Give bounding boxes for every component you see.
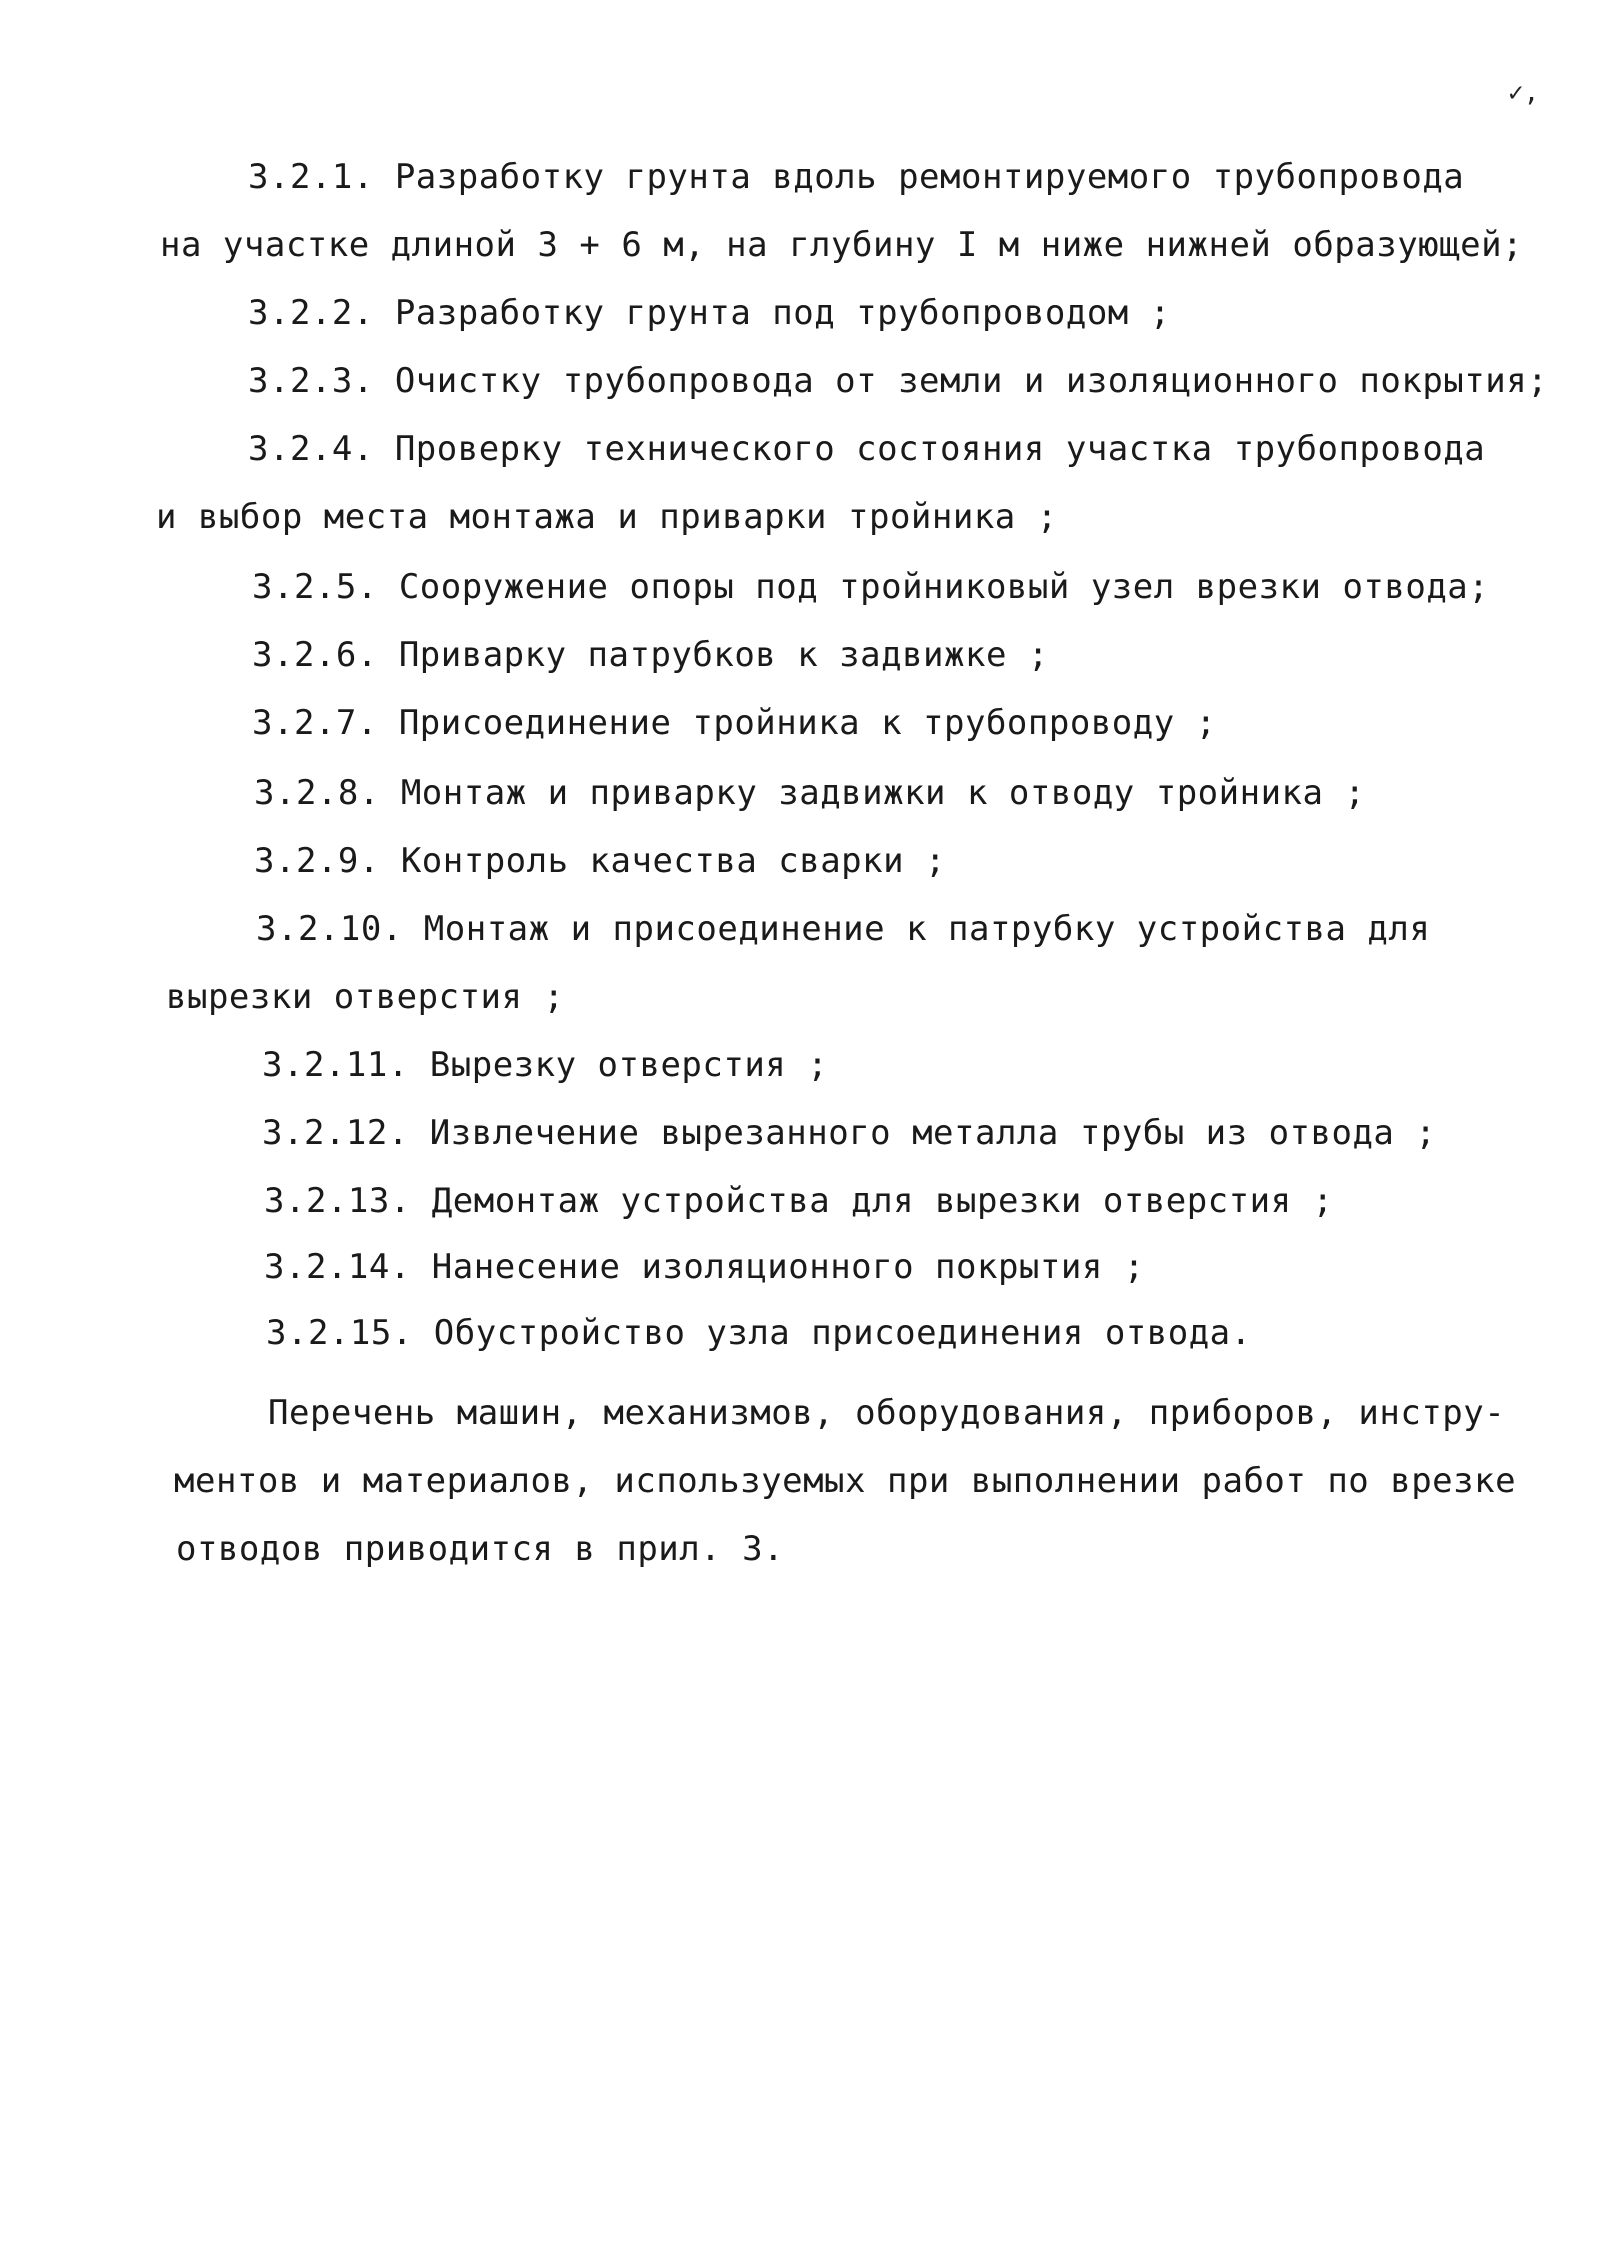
closing-paragraph-line-1: Перечень машин, механизмов, оборудования, приборов, инстру-	[268, 1393, 1506, 1433]
item-text: Демонтаж устройства для вырезки отверстия ;	[431, 1181, 1334, 1221]
item-3-2-8	[254, 773, 1366, 813]
item-3-2-10-line-2: вырезки отверстия ;	[166, 977, 565, 1017]
item-3-2-11	[262, 1045, 829, 1085]
item-3-2-1-line-1	[248, 157, 1465, 197]
item-3-2-14	[264, 1247, 1145, 1287]
item-text: Сооружение опоры под тройниковый узел врезки отвода;	[398, 567, 1490, 607]
item-text: Приварку патрубков к задвижке ;	[398, 635, 1049, 675]
item-3-2-13	[264, 1181, 1334, 1221]
closing-paragraph-line-3: отводов приводится в прил. 3.	[176, 1529, 785, 1569]
item-3-2-7	[252, 703, 1217, 743]
item-3-2-15	[266, 1313, 1252, 1353]
item-number: 3.2.9.	[254, 841, 380, 881]
item-number: 3.2.4.	[248, 429, 374, 469]
item-text: Проверку технического состояния участка трубопровода	[394, 429, 1486, 469]
item-3-2-4-line-1	[248, 429, 1486, 469]
item-number: 3.2.15.	[266, 1313, 413, 1353]
item-text: Вырезку отверстия ;	[429, 1045, 829, 1085]
item-text: Разработку грунта под трубопроводом ;	[394, 293, 1171, 333]
item-number: 3.2.11.	[262, 1045, 409, 1085]
item-number: 3.2.6.	[252, 635, 378, 675]
item-3-2-1-line-2: на участке длиной 3 + 6 м, на глубину I м ниже нижней образующей;	[160, 225, 1524, 265]
page-mark: ✓,	[1508, 78, 1540, 108]
item-3-2-10-line-1	[256, 909, 1431, 949]
item-number: 3.2.13.	[264, 1181, 411, 1221]
item-text: Извлечение вырезанного металла трубы из отвода ;	[429, 1113, 1437, 1153]
item-text: Нанесение изоляционного покрытия ;	[431, 1247, 1145, 1287]
item-3-2-5	[252, 567, 1490, 607]
item-3-2-6	[252, 635, 1049, 675]
closing-paragraph-line-2: ментов и материалов, используемых при выполнении работ по врезке	[174, 1461, 1517, 1501]
item-text: Контроль качества сварки ;	[400, 841, 947, 881]
item-number: 3.2.5.	[252, 567, 378, 607]
item-3-2-12	[262, 1113, 1437, 1153]
item-number: 3.2.3.	[248, 361, 374, 401]
item-number: 3.2.8.	[254, 773, 380, 813]
item-number: 3.2.2.	[248, 293, 374, 333]
item-text: Разработку грунта вдоль ремонтируемого трубопровода	[394, 157, 1465, 197]
item-text: Присоединение тройника к трубопроводу ;	[398, 703, 1217, 743]
item-text: Монтаж и приварку задвижки к отводу тройника ;	[400, 773, 1366, 813]
item-3-2-4-line-2: и выбор места монтажа и приварки тройника ;	[156, 497, 1058, 537]
item-text: Очистку трубопровода от земли и изоляционного покрытия;	[394, 361, 1549, 401]
item-text: Обустройство узла присоединения отвода.	[433, 1313, 1252, 1353]
item-3-2-9	[254, 841, 947, 881]
item-3-2-3	[248, 361, 1549, 401]
item-text: Монтаж и присоединение к патрубку устройства для	[423, 909, 1431, 949]
item-number: 3.2.1.	[248, 157, 374, 197]
item-number: 3.2.12.	[262, 1113, 409, 1153]
item-3-2-2	[248, 293, 1171, 333]
item-number: 3.2.10.	[256, 909, 403, 949]
item-number: 3.2.14.	[264, 1247, 411, 1287]
item-number: 3.2.7.	[252, 703, 378, 743]
